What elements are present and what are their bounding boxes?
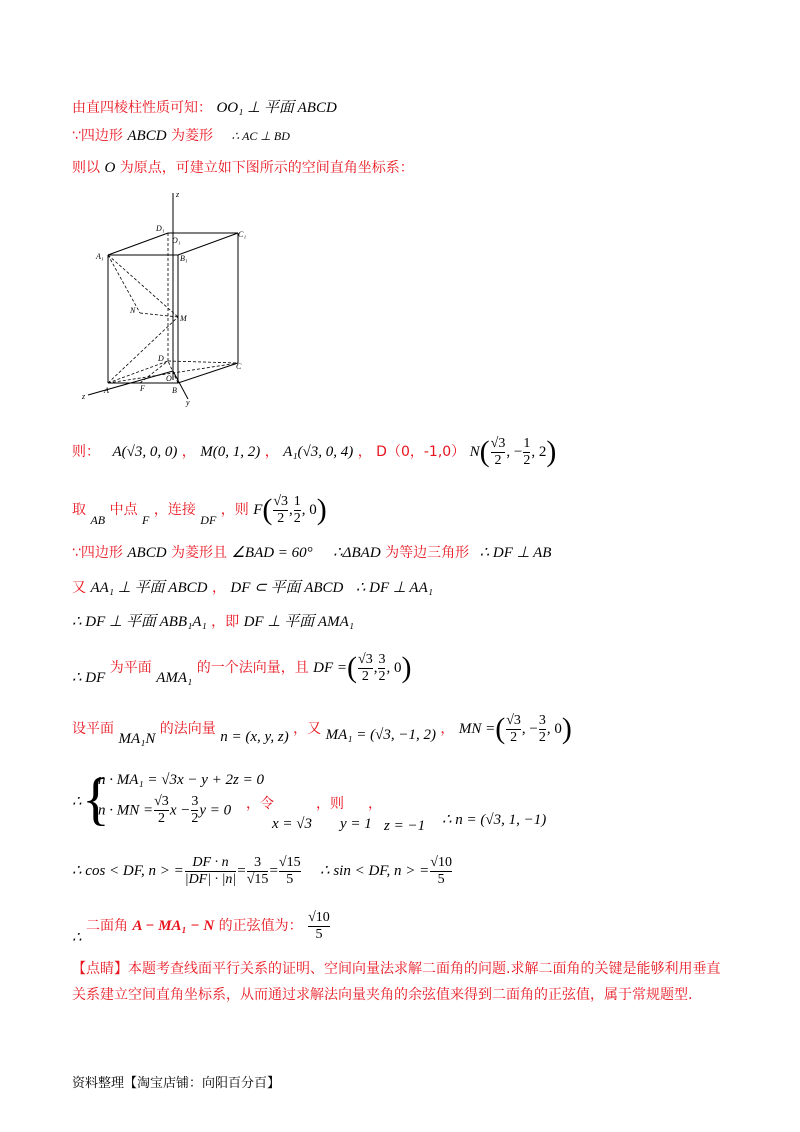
label-B: B [172, 386, 177, 395]
text: 取 [72, 502, 86, 518]
line-5: 取 AB 中点 F ，连接 DF ，则 F( $\frac{√3}{2}$ , $\frac{1}{2}$ , 0) [72, 493, 327, 527]
math: OO₁ ⊥ 平面 ABCD [216, 100, 337, 116]
math: O [104, 160, 116, 176]
footer: 资料整理【淘宝店铺：向阳百分百】 [72, 1076, 281, 1091]
line-3 [72, 158, 414, 178]
label-A: A [104, 386, 109, 395]
text: 由直四棱柱性质可知： [72, 100, 212, 116]
label-D: D [158, 354, 164, 363]
line-10: 设平面 MA₁N 的法向量 n = (x, y, z) ，又 MA₁ = (√3, −1, 2) ， MN =( $\frac{√3}{2}$ , − $\frac{3}{2}$ , 0) [72, 712, 572, 747]
coord-A: A(√3, 0, 0) [112, 444, 178, 460]
line-8: ∴ DF ⊥ 平面 ABB₁A₁ ，即 DF ⊥ 平面 AMA₁ [72, 614, 354, 630]
label-B1: B₁ [180, 254, 188, 263]
label-C1: C₁ [238, 230, 247, 239]
label-O: O [166, 374, 172, 383]
label-N: N [130, 306, 136, 315]
line-6: ∵四边形 ABCD 为菱形且 ∠BAD = 60° ∴ΔBAD 为等边三角形 ∴ DF ⊥ AB [72, 545, 552, 561]
label-M: M [180, 314, 187, 323]
label-z-top: z [176, 190, 180, 199]
text: 为菱形 [171, 128, 213, 144]
label-z-axis: z [82, 392, 86, 401]
line-13: ∴ 二面角 A − MA₁ − N 的正弦值为： $\frac{√10}{5}$ [72, 909, 330, 946]
label-C: C [236, 362, 242, 371]
coord-D: D（0，-1,0） [376, 444, 466, 460]
coord-N: N [469, 444, 480, 460]
label-O1: O₁ [172, 236, 181, 245]
line-7: 又 AA₁ ⊥ 平面 ABCD ， DF ⊂ 平面 ABCD ∴ DF ⊥ AA₁ [72, 580, 433, 596]
text: 则以 [72, 160, 100, 176]
coord-M: M(0, 1, 2) [200, 444, 261, 460]
line-1 [72, 98, 337, 118]
coordinate-figure [80, 185, 280, 410]
label-D1: D₁ [156, 224, 165, 233]
label-F: F [140, 384, 145, 393]
point-comment: 【点睛】本题考查线面平行关系的证明、空间向量法求解二面角的问题.求解二面角的关键是能够利用垂直关系建立空间直角坐标系，从而通过求解法向量夹角的余弦值来得到二面角的正弦值，属于常规题型. [72, 961, 721, 1003]
label-A1: A₁ [96, 252, 104, 261]
line-9: ∴ DF 为平面 AMA₁ 的一个法向量，且 DF =( $\frac{√3}{2}$ , $\frac{3}{2}$ , 0) [72, 651, 412, 686]
line-12: ∴ cos < DF, n > = $\frac{DF \cdot n}{|DF| \cdot |n|}$ = $\frac{3}{√15}$ = $\frac{√15}{5}$ ∴ sin < DF, n > = $\frac{√10}{5}$ [72, 854, 452, 887]
math: ∴ AC ⊥ BD [231, 129, 290, 143]
coord-A1: A₁(√3, 0, 4) [283, 444, 354, 460]
text: 为原点，可建立如下图所示的空间直角坐标系： [119, 160, 414, 176]
text: ∵四边形 [72, 128, 123, 144]
line-2 [72, 126, 290, 146]
math: ABCD [127, 128, 167, 144]
text: 则： [72, 444, 100, 460]
line-4: 则： A(√3, 0, 0) ， M(0, 1, 2) ， A₁(√3, 0, 4) ， D（0，-1,0） N( $\frac{√3}{2}$ , − $\frac{1}{2}$ , 2) [72, 435, 557, 468]
label-y: y [186, 398, 190, 407]
